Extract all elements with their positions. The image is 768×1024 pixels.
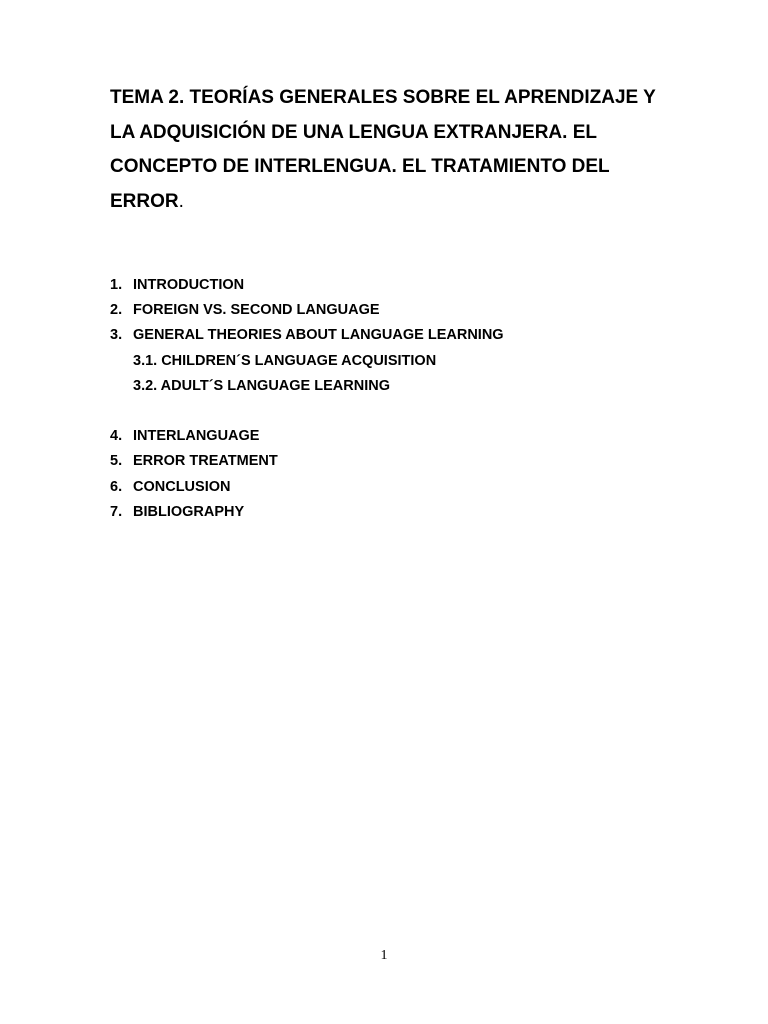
document-title (110, 81, 670, 219)
toc-item-number: 7. (110, 503, 123, 520)
toc-item-label: INTRODUCTION (133, 277, 245, 293)
document-title-text: TEMA 2. TEORÍAS GENERALES SOBRE EL APRENDIZAJE Y LA ADQUISICIÓN DE UNA LENGUA EXTRANJERA. EL CONCEPTO DE INTERLENGUA. EL TRATAMIENTO DEL ERROR (110, 87, 656, 212)
toc-item-error-treatment (110, 449, 670, 474)
toc-item-conclusion (110, 475, 670, 500)
document-title-period: . (178, 190, 184, 212)
toc-subitem-adult-learning (110, 374, 670, 399)
toc-subitem-children-acquisition (110, 349, 670, 374)
toc-item-number: 1. (110, 277, 123, 293)
toc-subitem-label: 3.1. CHILDREN´S LANGUAGE ACQUISITION (133, 352, 437, 369)
toc-item-number: 3. (110, 327, 123, 344)
toc-item-number: 2. (110, 302, 123, 319)
toc-item-number: 5. (110, 453, 123, 470)
toc-subitem-label: 3.2. ADULT´S LANGUAGE LEARNING (133, 377, 390, 394)
toc-item-label: CONCLUSION (133, 478, 231, 495)
toc-item-label: GENERAL THEORIES ABOUT LANGUAGE LEARNING (133, 327, 504, 344)
page-number: 1 (380, 948, 388, 963)
toc-item-label: INTERLANGUAGE (133, 428, 260, 445)
toc-item-general-theories (110, 323, 670, 348)
toc-item-foreign-vs-second (110, 298, 670, 323)
toc-item-label: BIBLIOGRAPHY (133, 503, 245, 520)
toc-item-number: 4. (110, 428, 123, 445)
table-of-contents (110, 273, 670, 525)
toc-item-interlanguage (110, 424, 670, 449)
toc-item-number: 6. (110, 478, 123, 495)
toc-spacer (110, 399, 670, 424)
toc-item-bibliography (110, 500, 670, 525)
toc-item-label: FOREIGN VS. SECOND LANGUAGE (133, 302, 380, 319)
toc-item-introduction (110, 273, 670, 298)
toc-item-label: ERROR TREATMENT (133, 453, 278, 470)
